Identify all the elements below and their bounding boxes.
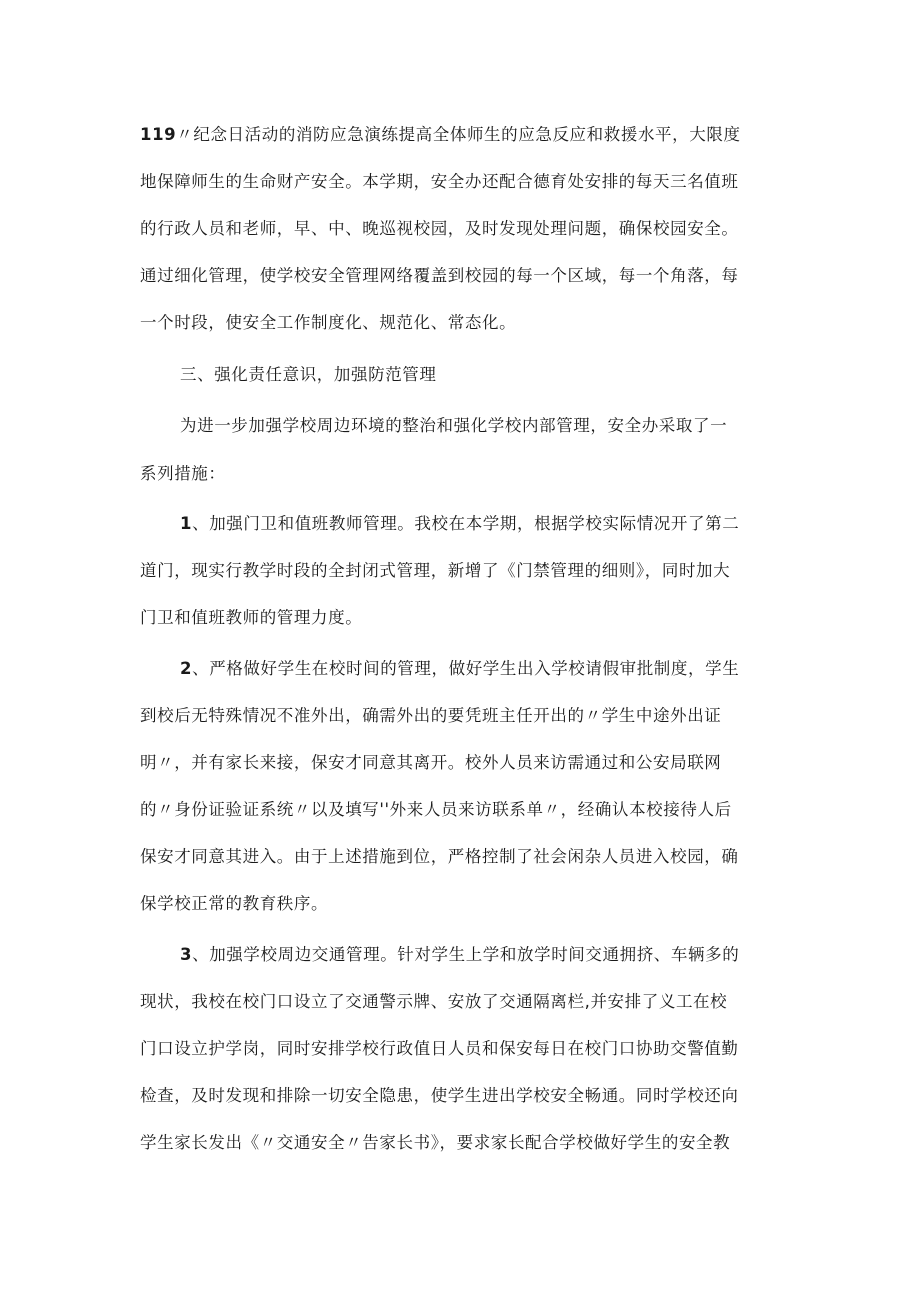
paragraph-1-line-4: 通过细化管理，使学校安全管理网络覆盖到校园的每一个区域，每一个角落，每	[140, 266, 739, 285]
item-2-line-2: 到校后无特殊情况不准外出，确需外出的要凭班主任开出的〃学生中途外出证	[140, 706, 722, 725]
intro-line-1: 为进一步加强学校周边环境的整治和强化学校内部管理，安全办采取了一	[180, 416, 728, 435]
item-1-line-3: 门卫和值班教师的管理力度。	[140, 608, 363, 627]
item-1-line-1-text: 、加强门卫和值班教师管理。我校在本学期，根据学校实际情况开了第二	[192, 514, 740, 533]
intro-line-2: 系列措施：	[140, 464, 226, 483]
paragraph-1-line-5: 一个时段，使安全工作制度化、规范化、常态化。	[140, 313, 517, 332]
line-number-119: 119	[140, 125, 177, 144]
item-2-number: 2	[180, 659, 193, 678]
paragraph-1-line-1-text: 〃纪念日活动的消防应急演练提高全体师生的应急反应和救援水平，大限度	[176, 125, 741, 144]
paragraph-1-line-3: 的行政人员和老师，早、中、晚巡视校园，及时发现处理问题，确保校园安全。	[140, 219, 739, 238]
item-2-line-1	[180, 655, 739, 683]
item-1-number: 1	[180, 514, 193, 533]
item-3-number: 3	[180, 945, 193, 964]
item-3-line-2: 现状，我校在校门口设立了交通警示牌、安放了交通隔离栏,并安排了义工在校	[140, 992, 728, 1011]
item-2-line-6: 保学校正常的教育秩序。	[140, 894, 329, 913]
item-3-line-3: 门口设立护学岗，同时安排学校行政值日人员和保安每日在校门口协助交警值勤	[140, 1039, 739, 1058]
item-1-line-2: 道门，现实行教学时段的全封闭式管理，新增了《门禁管理的细则》，同时加大	[140, 561, 731, 580]
paragraph-1-line-1	[140, 121, 741, 149]
item-3-line-4: 检查，及时发现和排除一切安全隐患，使学生进出学校安全畅通。同时学校还向	[140, 1086, 739, 1105]
item-2-line-4: 的〃身份证验证系统〃以及填写''外来人员来访联系单〃，经确认本校接待人后	[140, 800, 732, 819]
item-3-line-1	[180, 941, 739, 969]
item-3-line-1-text: 、加强学校周边交通管理。针对学生上学和放学时间交通拥挤、车辆多的	[192, 945, 740, 964]
item-2-line-1-text: 、严格做好学生在校时间的管理，做好学生出入学校请假审批制度，学生	[192, 659, 740, 678]
item-2-line-5: 保安才同意其进入。由于上述措施到位，严格控制了社会闲杂人员进入校园，确	[140, 847, 739, 866]
section-heading-3: 三、强化责任意识，加强防范管理	[180, 365, 437, 384]
item-2-line-3: 明〃，并有家长来接，保安才同意其离开。校外人员来访需通过和公安局联网	[140, 753, 722, 772]
item-3-line-5: 学生家长发出《〃交通安全〃告家长书》，要求家长配合学校做好学生的安全教	[140, 1133, 731, 1152]
item-1-line-1	[180, 510, 739, 538]
paragraph-1-line-2: 地保障师生的生命财产安全。本学期，安全办还配合德育处安排的每天三名值班	[140, 172, 739, 191]
